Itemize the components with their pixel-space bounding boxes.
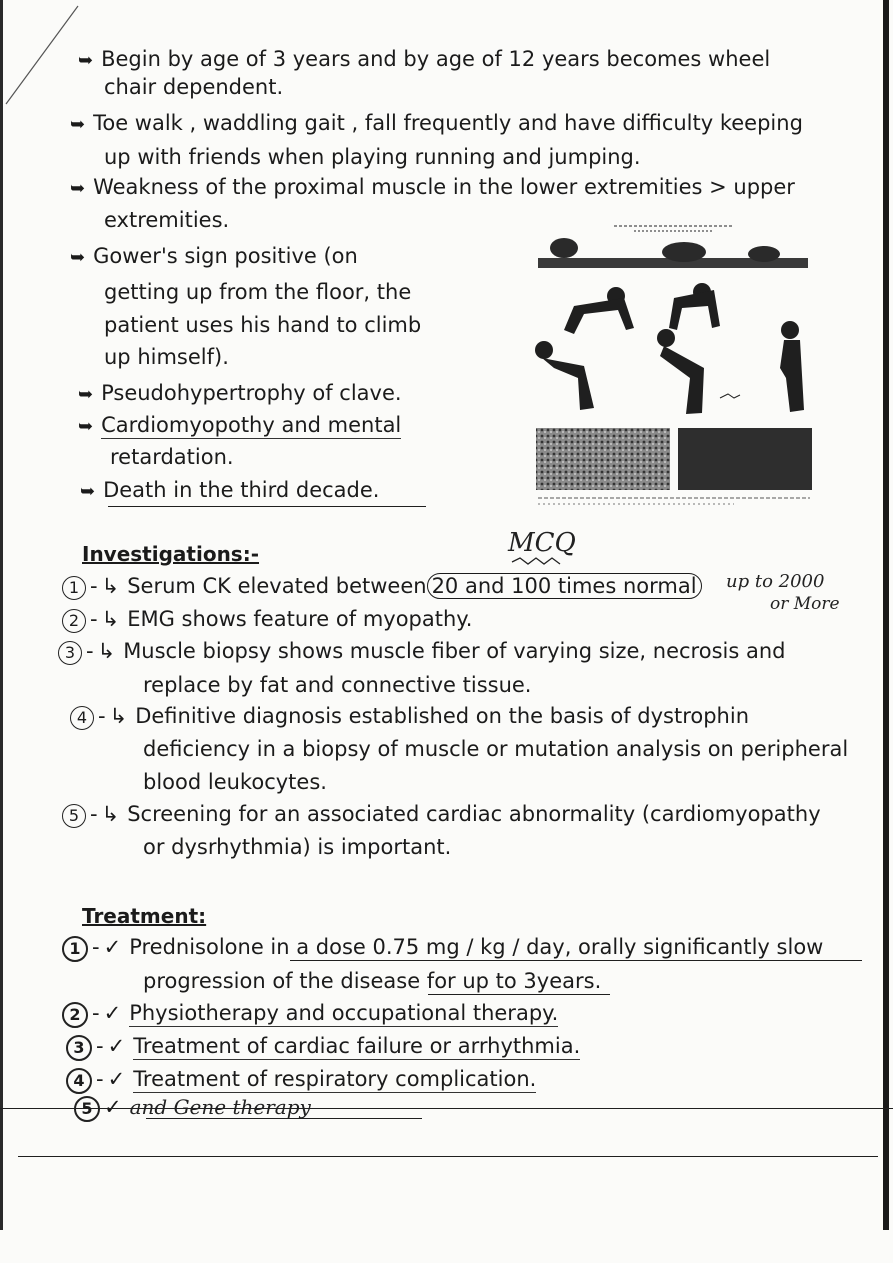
ruled-line	[0, 1108, 893, 1109]
number-badge: 1	[62, 936, 88, 962]
mcq-note: MCQ	[508, 528, 576, 558]
symptom-cont: patient uses his hand to climb	[104, 313, 422, 337]
symptom-item: ➥ Weakness of the proximal muscle in the lower extremities > upper	[70, 175, 795, 199]
investigation-cont: or dysrhythmia) is important.	[143, 835, 452, 859]
underline-mark	[108, 506, 426, 507]
page-corner-mark	[2, 0, 82, 110]
arrow-icon: ➥	[70, 178, 86, 199]
check-icon: ✓	[107, 1034, 126, 1058]
investigation-cont: blood leukocytes.	[143, 770, 327, 794]
symptom-item: ➥ Gower's sign positive (on	[70, 244, 358, 268]
arrow-icon: ➥	[78, 384, 94, 405]
symptom-item: ➥ Cardiomyopothy and mental	[78, 413, 402, 437]
squiggle-mark	[510, 556, 570, 566]
number-badge: 4	[70, 706, 94, 730]
margin-note: or More	[770, 594, 840, 614]
symptom-item: ➥ Pseudohypertrophy of clave.	[78, 381, 402, 405]
return-arrow-icon: ↳	[101, 607, 120, 631]
number-badge: 5	[62, 804, 86, 828]
symptom-item: ➥ Toe walk , waddling gait , fall frequently and have difficulty keeping	[70, 111, 803, 135]
treatment-item: 4 - ✓ Treatment of respiratory complication.	[66, 1066, 536, 1094]
symptom-cont: extremities.	[104, 208, 230, 232]
symptom-cont: up himself).	[104, 345, 229, 369]
highlighted-range: 20 and 100 times normal	[427, 573, 702, 599]
arrow-icon: ➥	[80, 481, 96, 502]
underline-mark	[290, 960, 862, 961]
arrow-icon: ➥	[70, 247, 86, 268]
symptom-cont: getting up from the floor, the	[104, 280, 412, 304]
check-icon: ✓	[107, 1067, 126, 1091]
treatment-item: 2 - ✓ Physiotherapy and occupational therapy.	[62, 1000, 558, 1028]
return-arrow-icon: ↳	[101, 574, 120, 598]
return-arrow-icon: ↳	[97, 639, 116, 663]
treatment-item: 3 - ✓ Treatment of cardiac failure or arrhythmia.	[66, 1033, 580, 1061]
check-icon: ✓	[103, 1001, 122, 1025]
handwritten-addition: and Gene therapy	[129, 1095, 311, 1119]
symptom-cont: up with friends when playing running and jumping.	[104, 145, 641, 169]
return-arrow-icon: ↳	[109, 704, 128, 728]
underline-mark	[428, 994, 610, 995]
gowers-sign-illustration	[534, 218, 816, 508]
arrow-icon: ➥	[70, 114, 86, 135]
treatment-cont: progression of the disease for up to 3years.	[143, 969, 602, 993]
investigation-item: 4 - ↳ Definitive diagnosis established on the basis of dystrophin	[70, 703, 749, 730]
treatment-item: 1 - ✓ Prednisolone in a dose 0.75 mg / kg / day, orally significantly slow	[62, 934, 823, 962]
margin-note: up to 2000	[726, 571, 825, 592]
number-badge: 2	[62, 609, 86, 633]
investigation-item: 5 - ↳ Screening for an associated cardiac abnormality (cardiomyopathy	[62, 801, 821, 828]
treatment-heading: Treatment:	[82, 904, 207, 928]
symptom-item: ➥ Begin by age of 3 years and by age of 12 years becomes wheel	[78, 47, 771, 71]
check-icon: ✓	[104, 1095, 122, 1119]
arrow-icon: ➥	[78, 416, 94, 437]
investigation-cont: deficiency in a biopsy of muscle or mutation analysis on peripheral	[143, 737, 849, 761]
number-badge: 4	[66, 1068, 92, 1094]
number-badge: 1	[62, 576, 86, 600]
number-badge: 5	[74, 1096, 100, 1122]
arrow-icon: ➥	[78, 50, 94, 71]
symptom-item: ➥ Death in the third decade.	[80, 478, 380, 502]
number-badge: 2	[62, 1002, 88, 1028]
page-left-edge	[0, 0, 10, 1230]
page-right-edge	[880, 0, 893, 1230]
symptom-cont: chair dependent.	[104, 75, 284, 99]
investigations-heading: Investigations:-	[82, 542, 260, 566]
investigation-item: 1 - ↳ Serum CK elevated between 20 and 100 times normal	[62, 573, 702, 600]
symptom-cont: retardation.	[110, 445, 234, 469]
investigation-item: 3 - ↳ Muscle biopsy shows muscle fiber of varying size, necrosis and	[58, 638, 785, 665]
underline-mark	[146, 1118, 422, 1119]
return-arrow-icon: ↳	[101, 802, 120, 826]
number-badge: 3	[58, 641, 82, 665]
check-icon: ✓	[103, 935, 122, 959]
investigation-cont: replace by fat and connective tissue.	[143, 673, 532, 697]
investigation-item: 2 - ↳ EMG shows feature of myopathy.	[62, 606, 472, 633]
number-badge: 3	[66, 1035, 92, 1061]
ruled-line	[18, 1156, 878, 1157]
